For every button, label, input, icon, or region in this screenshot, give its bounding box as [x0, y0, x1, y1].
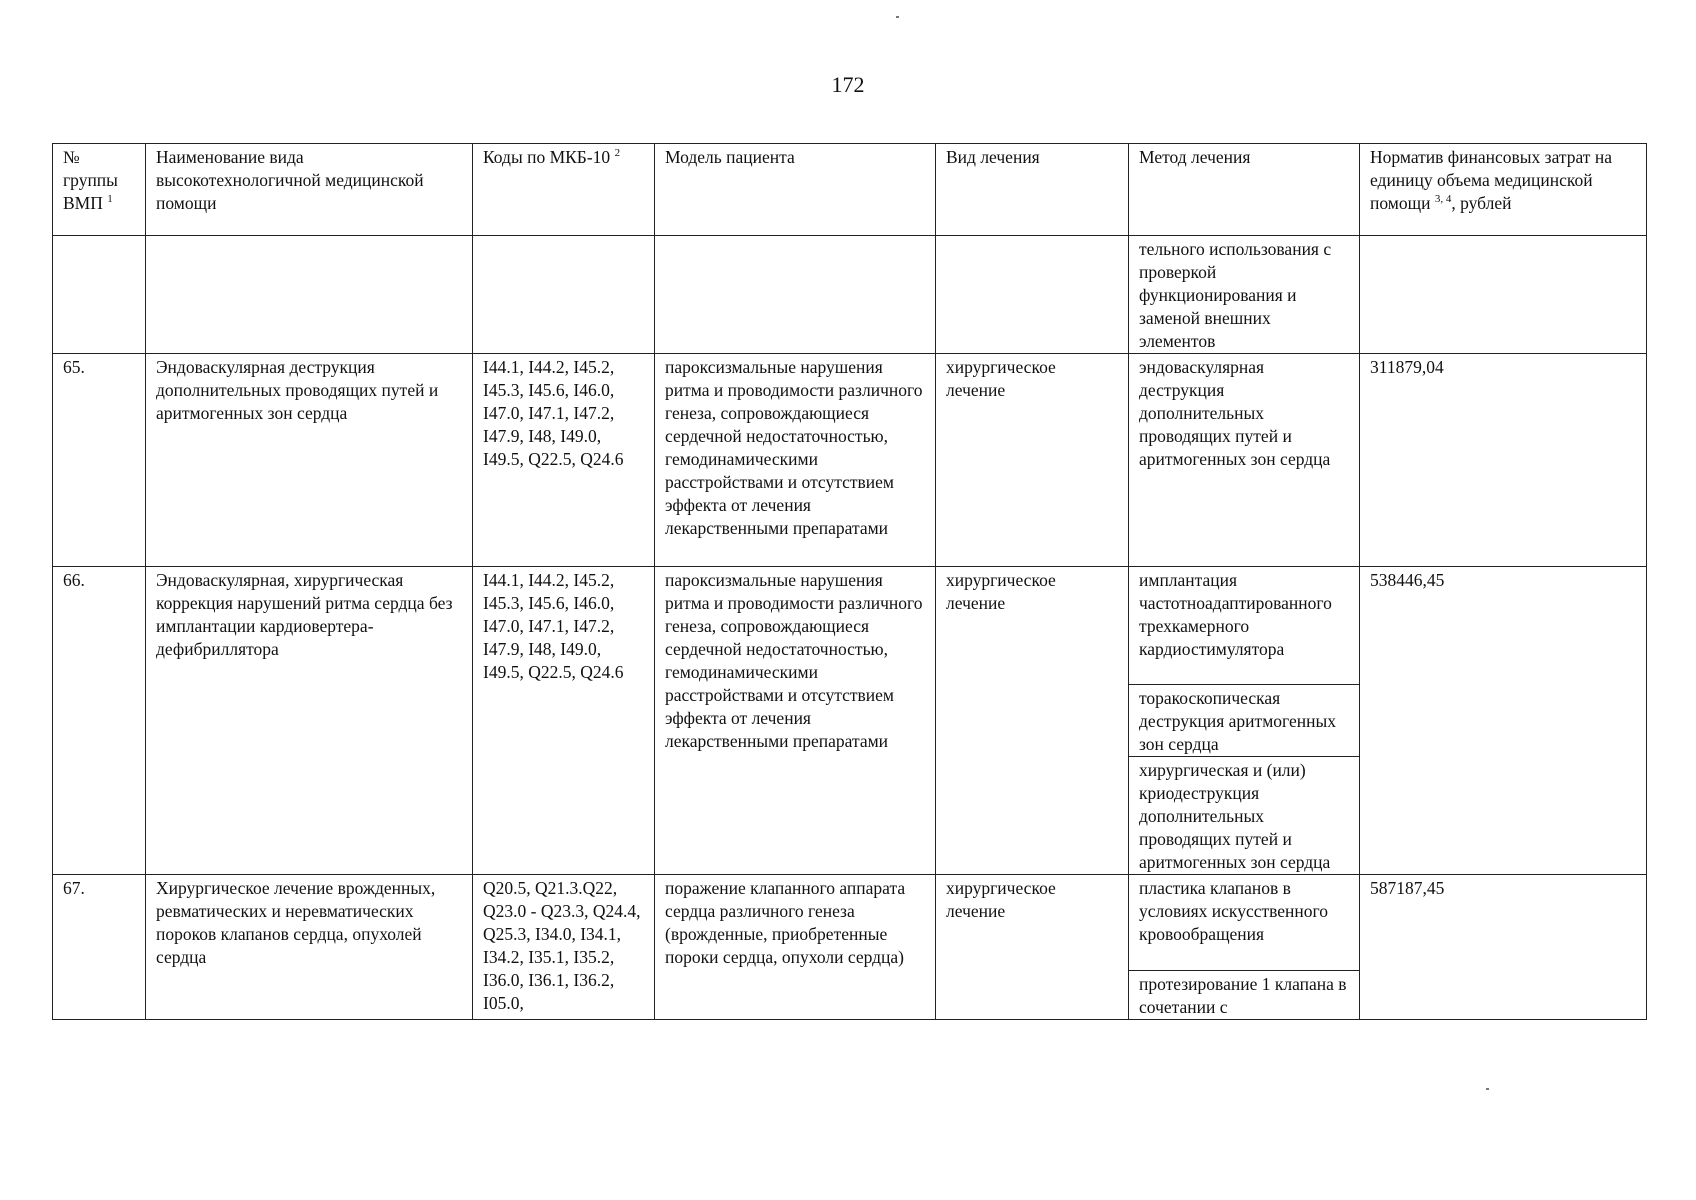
cell-name: Хирургическое лечение врожденных, ревматических и неревматических пороков клапанов сердца, опухолей сердца — [146, 875, 473, 1020]
scan-speck — [1486, 1088, 1489, 1090]
cell-codes: I44.1, I44.2, I45.2, I45.3, I45.6, I46.0, I47.0, I47.1, I47.2, I47.9, I48, I49.0, I49.5, Q22.5, Q24.6 — [473, 567, 655, 875]
table-row-67 — [53, 875, 1647, 971]
header-norm: Норматив финансовых затрат на единицу объема медицинской помощи $^{3, 4}$, рублей — [1360, 144, 1647, 236]
table-row-66 — [53, 567, 1647, 685]
header-mkb-codes: Коды по МКБ-10 $^2$ — [473, 144, 655, 236]
cell-treatment-type: хирургическое лечение — [936, 567, 1129, 875]
cell-method: торакоскопическая деструкция аритмогенных зон сердца — [1129, 685, 1360, 757]
header-group-no: № группы ВМП $^1$ — [53, 144, 146, 236]
cell-method: эндоваскулярная деструкция дополнительных проводящих путей и аритмогенных зон сердца — [1129, 354, 1360, 567]
header-treatment-type: Вид лечения — [936, 144, 1129, 236]
cell-method: пластика клапанов в условиях искусственного кровообращения — [1129, 875, 1360, 971]
cell-codes: Q20.5, Q21.3.Q22, Q23.0 - Q23.3, Q24.4, Q25.3, I34.0, I34.1, I34.2, I35.1, I35.2, I36.0, I36.1, I36.2, I05.0, — [473, 875, 655, 1020]
cell-norm: 538446,45 — [1360, 567, 1647, 875]
vmp-table — [52, 143, 1647, 1020]
cell-treatment-type: хирургическое лечение — [936, 354, 1129, 567]
cell-group-no: 65. — [53, 354, 146, 567]
table-row-65 — [53, 354, 1647, 567]
cell-name: Эндоваскулярная деструкция дополнительных проводящих путей и аритмогенных зон сердца — [146, 354, 473, 567]
cell-empty — [473, 236, 655, 354]
cell-group-no: 67. — [53, 875, 146, 1020]
cell-codes: I44.1, I44.2, I45.2, I45.3, I45.6, I46.0, I47.0, I47.1, I47.2, I47.9, I48, I49.0, I49.5, Q22.5, Q24.6 — [473, 354, 655, 567]
cell-patient-model: поражение клапанного аппарата сердца различного генеза (врожденные, приобретенные пороки сердца, опухоли сердца) — [655, 875, 936, 1020]
cell-empty — [655, 236, 936, 354]
cell-empty — [1360, 236, 1647, 354]
header-row — [53, 144, 1647, 236]
scan-speck — [896, 16, 899, 18]
cell-patient-model: пароксизмальные нарушения ритма и проводимости различного генеза, сопровождающиеся сердечной недостаточностью, гемодинамическими расстройствами и отсутствием эффекта от лечения лекарственными препаратами — [655, 354, 936, 567]
cell-empty — [146, 236, 473, 354]
cell-group-no: 66. — [53, 567, 146, 875]
header-treatment-method: Метод лечения — [1129, 144, 1360, 236]
cell-empty — [53, 236, 146, 354]
page-number: 172 — [831, 72, 865, 97]
cell-empty — [936, 236, 1129, 354]
cell-patient-model: пароксизмальные нарушения ритма и проводимости различного генеза, сопровождающиеся сердечной недостаточностью, гемодинамическими расстройствами и отсутствием эффекта от лечения лекарственными препаратами — [655, 567, 936, 875]
header-name: Наименование вида высокотехнологичной медицинской помощи — [146, 144, 473, 236]
cell-method: протезирование 1 клапана в сочетании с — [1129, 971, 1360, 1020]
cell-norm: 311879,04 — [1360, 354, 1647, 567]
cell-method: имплантация частотноадаптированного трехкамерного кардиостимулятора — [1129, 567, 1360, 685]
cell-method: тельного использования с проверкой функционирования и заменой внешних элементов — [1129, 236, 1360, 354]
table-row-continuation — [53, 236, 1647, 354]
cell-treatment-type: хирургическое лечение — [936, 875, 1129, 1020]
cell-method: хирургическая и (или) криодеструкция дополнительных проводящих путей и аритмогенных зон сердца — [1129, 757, 1360, 875]
cell-name: Эндоваскулярная, хирургическая коррекция нарушений ритма сердца без имплантации кардиовертера- дефибриллятора — [146, 567, 473, 875]
cell-norm: 587187,45 — [1360, 875, 1647, 1020]
header-patient-model: Модель пациента — [655, 144, 936, 236]
